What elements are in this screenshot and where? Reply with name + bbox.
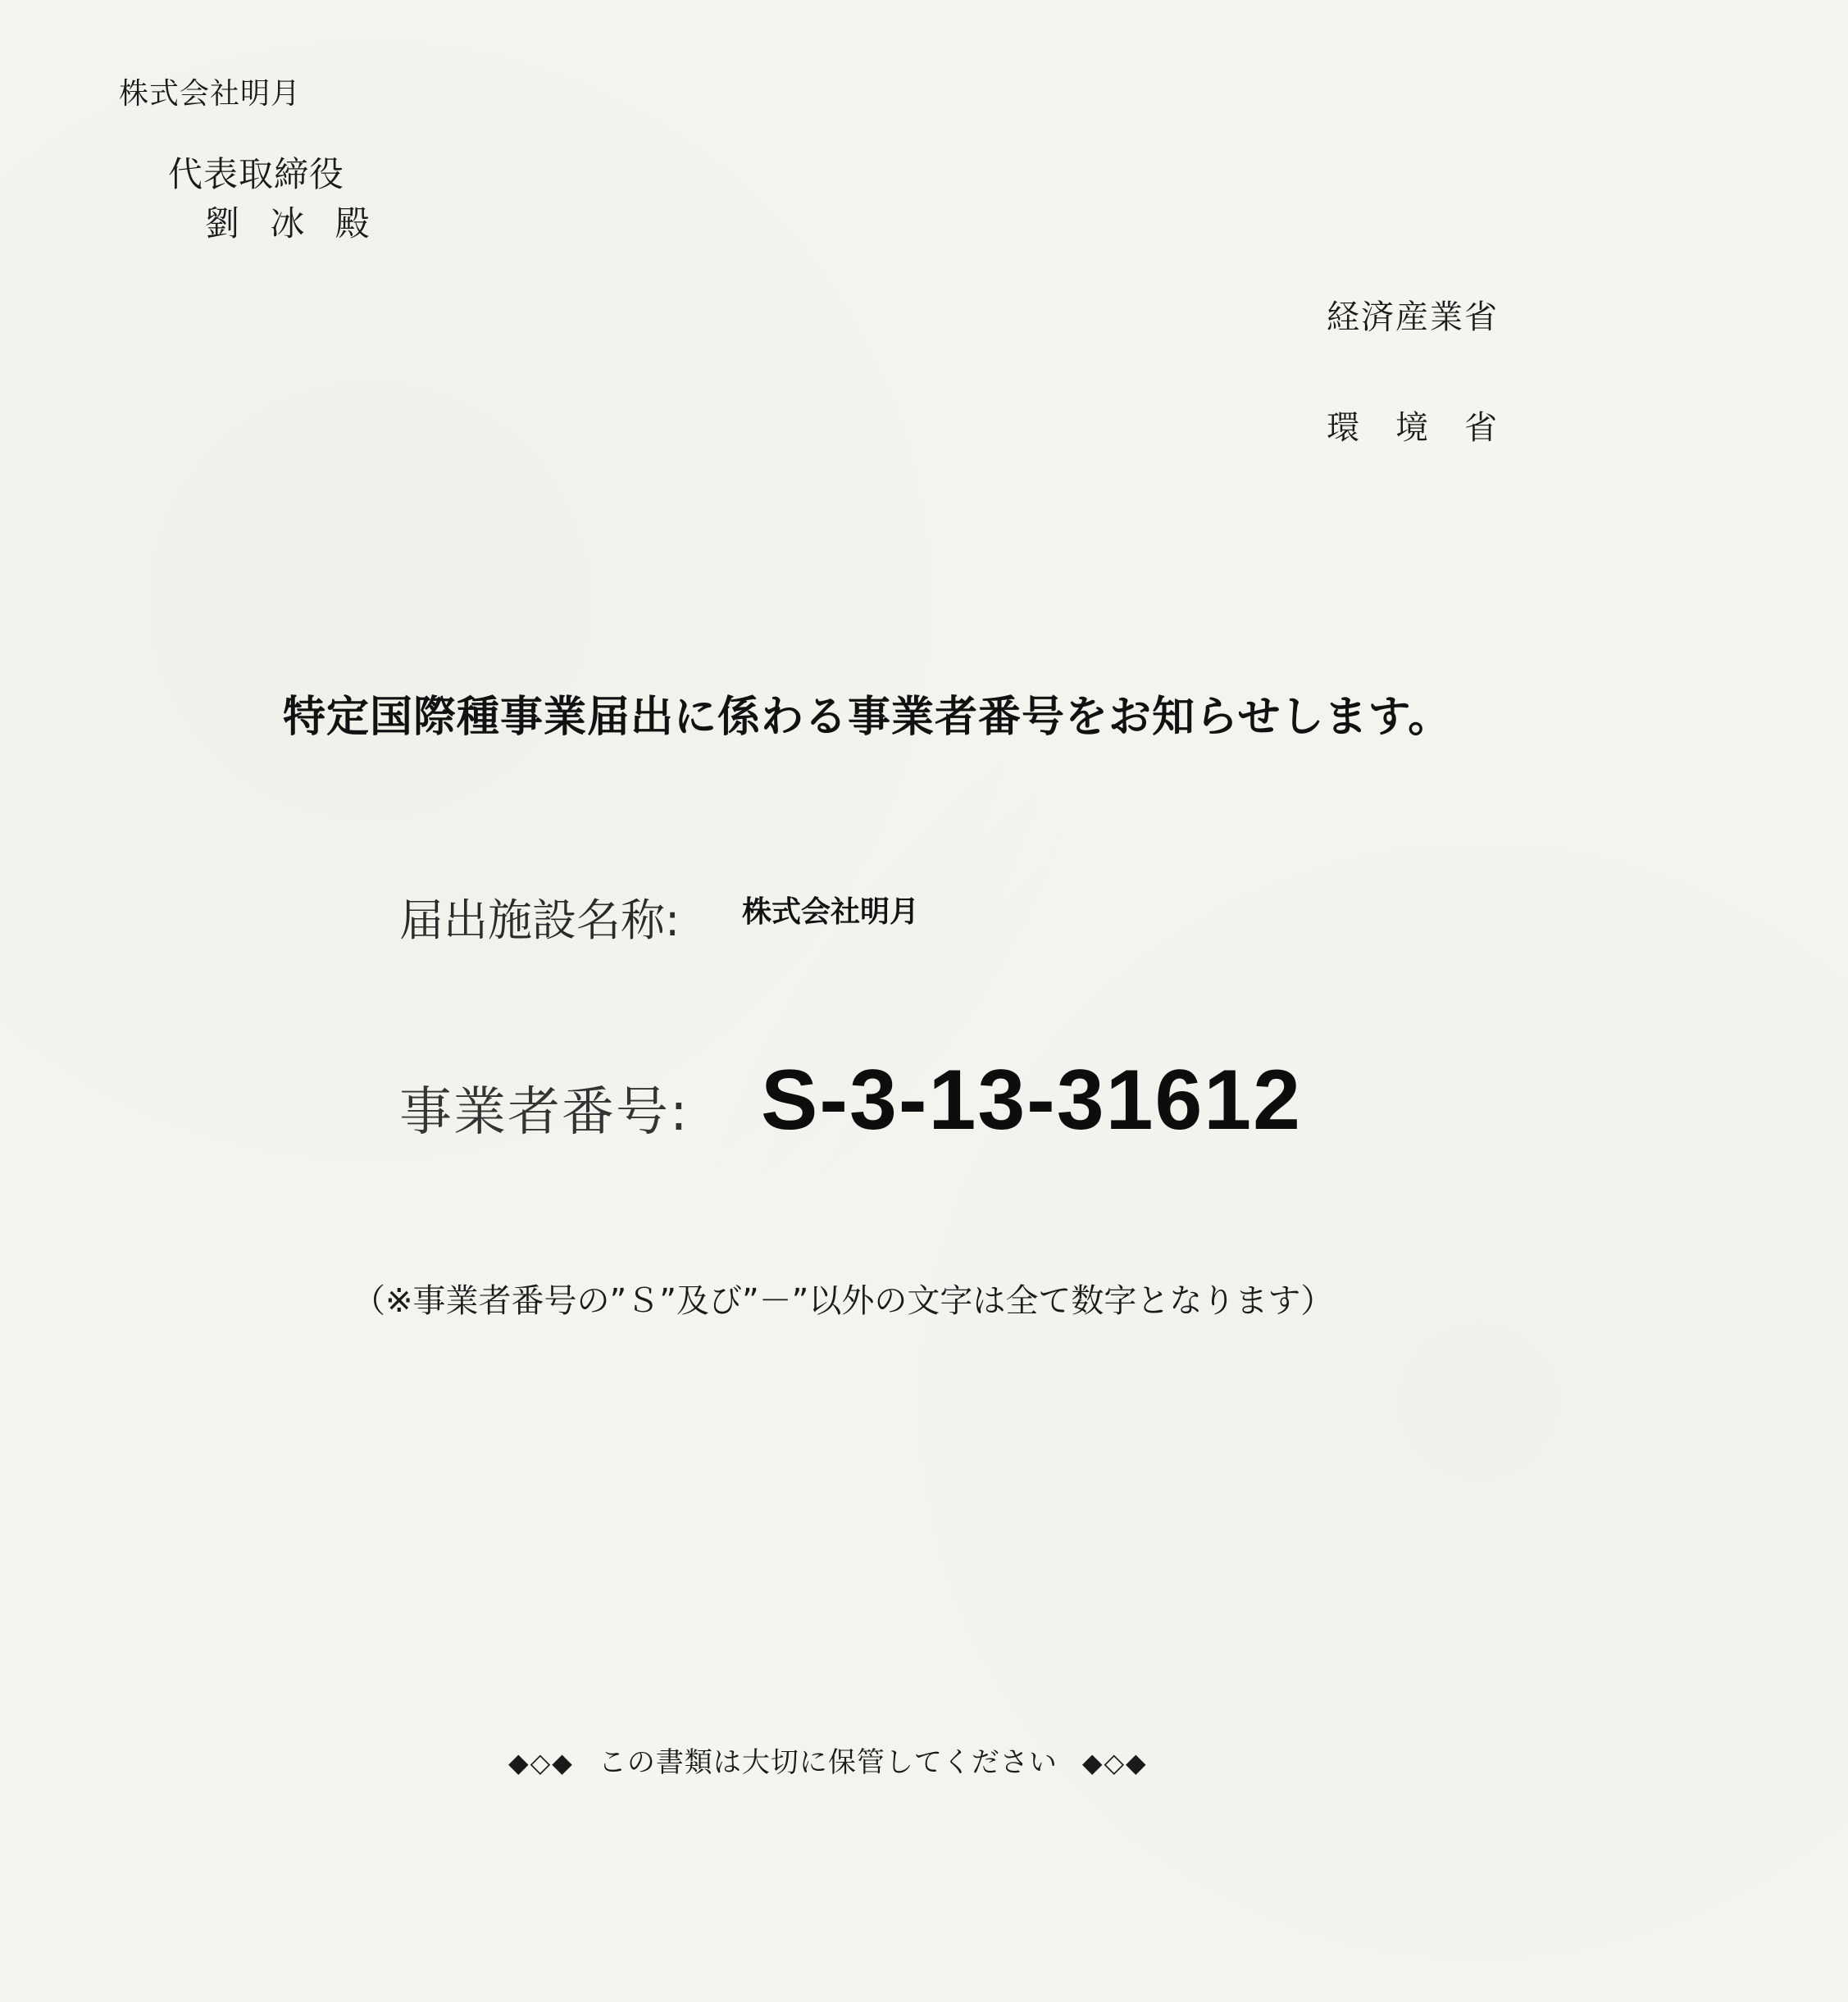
footer-notice bbox=[508, 1740, 1148, 1780]
sender-ministry-economy: 経済産業省 bbox=[1327, 298, 1499, 336]
footer-diamond-marks-right: ◆◇◆ bbox=[1081, 1747, 1148, 1778]
facility-name-label: 届出施設名称: bbox=[399, 894, 680, 946]
footer-diamond-marks-left: ◆◇◆ bbox=[508, 1747, 574, 1778]
recipient-company: 株式会社明月 bbox=[119, 77, 302, 111]
recipient-title: 代表取締役 bbox=[168, 154, 345, 194]
sender-ministry-environment: 環境省 bbox=[1327, 409, 1533, 447]
business-number-value: S-3-13-31612 bbox=[761, 1053, 1302, 1148]
notice-headline: 特定国際種事業届出に係わる事業者番号をお知らせします。 bbox=[283, 693, 1452, 742]
business-number-label: 事業者番号: bbox=[399, 1082, 690, 1143]
recipient-name: 劉 冰 殿 bbox=[205, 203, 380, 243]
facility-name-value: 株式会社明月 bbox=[742, 895, 920, 929]
number-format-note: （※事業者番号の”Ｓ”及び”－”以外の文字は全て数字となります） bbox=[353, 1282, 1334, 1320]
footer-text: この書類は大切に保管してください bbox=[598, 1746, 1058, 1779]
